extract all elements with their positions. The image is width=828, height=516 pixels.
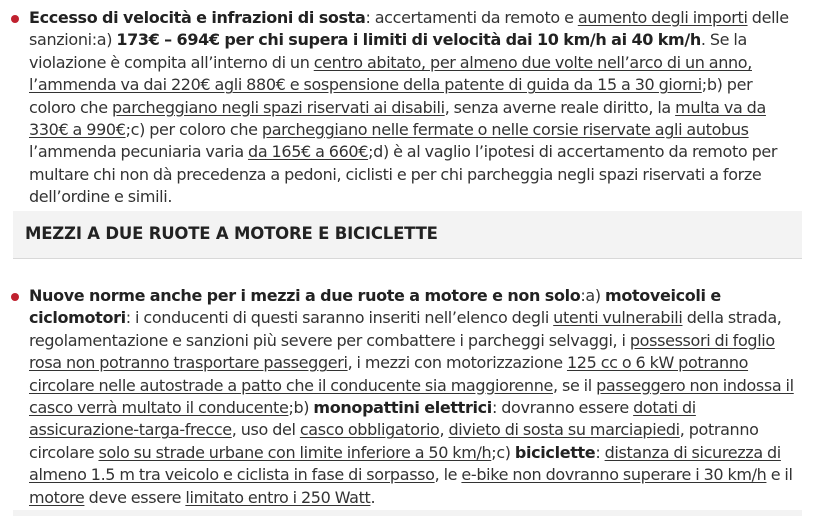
- body-text: ;c) per coloro che: [125, 120, 262, 140]
- inline-link[interactable]: dotati di assicurazione-targa-frecce: [29, 398, 696, 440]
- body-text: ;c): [491, 442, 515, 462]
- section-title: MEZZI A DUE RUOTE A MOTORE E BICICLETTE: [25, 224, 438, 243]
- inline-link[interactable]: utenti vulnerabili: [553, 308, 683, 328]
- body-text: : dovranno essere: [491, 398, 634, 418]
- inline-link[interactable]: da 165€ a 660€: [248, 142, 369, 162]
- bold-text: Eccesso di velocità e infrazioni di sosta: [29, 8, 366, 27]
- paragraph-speeding-parking: [29, 8, 789, 206]
- bold-text: biciclette: [514, 442, 596, 462]
- fines-list: [0, 7, 800, 209]
- red-bullet-icon: [11, 293, 19, 301]
- list-item-two-wheelers: [0, 285, 800, 509]
- inline-link[interactable]: 125 cc o 6 kW potranno circolare nelle autostrade a patto che il conducente sia maggiorenne: [29, 353, 749, 395]
- bold-text: monopattini elettrici: [313, 398, 492, 418]
- body-text: , le: [434, 465, 462, 485]
- red-bullet-icon: [11, 15, 19, 23]
- inline-link[interactable]: divieto di sosta su marciapiedi: [448, 420, 680, 440]
- body-text: , i mezzi con motorizzazione: [347, 353, 567, 373]
- body-text: e il: [766, 465, 793, 485]
- bold-text: Nuove norme anche per i mezzi a due ruote a motore e non solo: [29, 286, 581, 305]
- body-text: :a): [580, 286, 605, 305]
- body-text: ;d) è al vaglio l’ipotesi di accertamento da remoto per multare chi non dà precedenza a pedoni, ciclisti e per chi parcheggia negli spazi riservati a forze dell’ordine e simili.: [29, 142, 778, 207]
- inline-link[interactable]: e-bike non dovranno superare i 30 km/h: [461, 465, 767, 485]
- list-item-speeding-parking: [0, 7, 800, 209]
- inline-link[interactable]: multa va da 330€ a 990€: [29, 97, 766, 140]
- body-text: ,: [439, 420, 449, 440]
- inline-link[interactable]: distanza di sicurezza di almeno 1.5 m tra veicolo e ciclista in fase di sorpasso: [29, 442, 781, 485]
- inline-link[interactable]: centro abitato, per almeno due volte nell’arco di un anno, l’ammenda va dai 220€ agli 880€ e sospensione della patente di guida da 15 a 30 giorni: [29, 52, 752, 95]
- body-text: delle sanzioni:a): [29, 8, 789, 50]
- body-text: della strada, regolamentazione e sanzioni più severe per combattere i parcheggi selvaggi, i: [29, 308, 782, 350]
- inline-link[interactable]: parcheggiano nelle fermate o nelle corsie riservate agli autobus: [261, 120, 749, 140]
- body-text: .: [370, 487, 376, 507]
- body-text: , potranno circolare: [29, 420, 759, 462]
- body-text: : accertamenti da remoto e: [365, 8, 578, 27]
- body-text: deve essere: [84, 487, 186, 507]
- inline-link[interactable]: motore: [29, 487, 85, 507]
- body-text: , uso del: [231, 420, 300, 440]
- body-text: , se il: [552, 375, 597, 395]
- two-wheelers-list: [0, 285, 800, 509]
- inline-link[interactable]: parcheggiano negli spazi riservati ai disabili: [111, 97, 445, 117]
- section-header: [13, 211, 802, 259]
- next-section-header: [13, 510, 802, 516]
- body-text: : i conducenti di questi saranno inseriti nell’elenco degli: [125, 308, 554, 328]
- body-text: , senza averne reale diritto, la: [444, 97, 676, 117]
- body-text: . Se la violazione è compita all’interno di un: [29, 30, 747, 72]
- inline-link[interactable]: casco obbligatorio: [299, 420, 440, 440]
- inline-link[interactable]: aumento degli importi: [577, 8, 748, 27]
- paragraph-two-wheelers: [29, 286, 794, 507]
- body-text: ;b): [288, 398, 314, 418]
- body-text: l’ammenda pecuniaria varia: [29, 142, 249, 162]
- inline-link[interactable]: solo su strade urbane con limite inferiore a 50 km/h: [98, 442, 492, 462]
- inline-link[interactable]: possessori di foglio rosa non potranno trasportare passeggeri: [29, 330, 775, 373]
- body-text: :: [595, 442, 605, 462]
- bold-text: motoveicoli e ciclomotori: [29, 286, 721, 328]
- bold-text: 173€ – 694€ per chi supera i limiti di velocità dai 10 km/h ai 40 km/h: [116, 30, 701, 50]
- inline-link[interactable]: passeggero non indossa il casco verrà multato il conducente: [29, 375, 794, 418]
- inline-link[interactable]: limitato entro i 250 Watt: [185, 487, 371, 507]
- body-text: ;b) per coloro che: [29, 75, 753, 117]
